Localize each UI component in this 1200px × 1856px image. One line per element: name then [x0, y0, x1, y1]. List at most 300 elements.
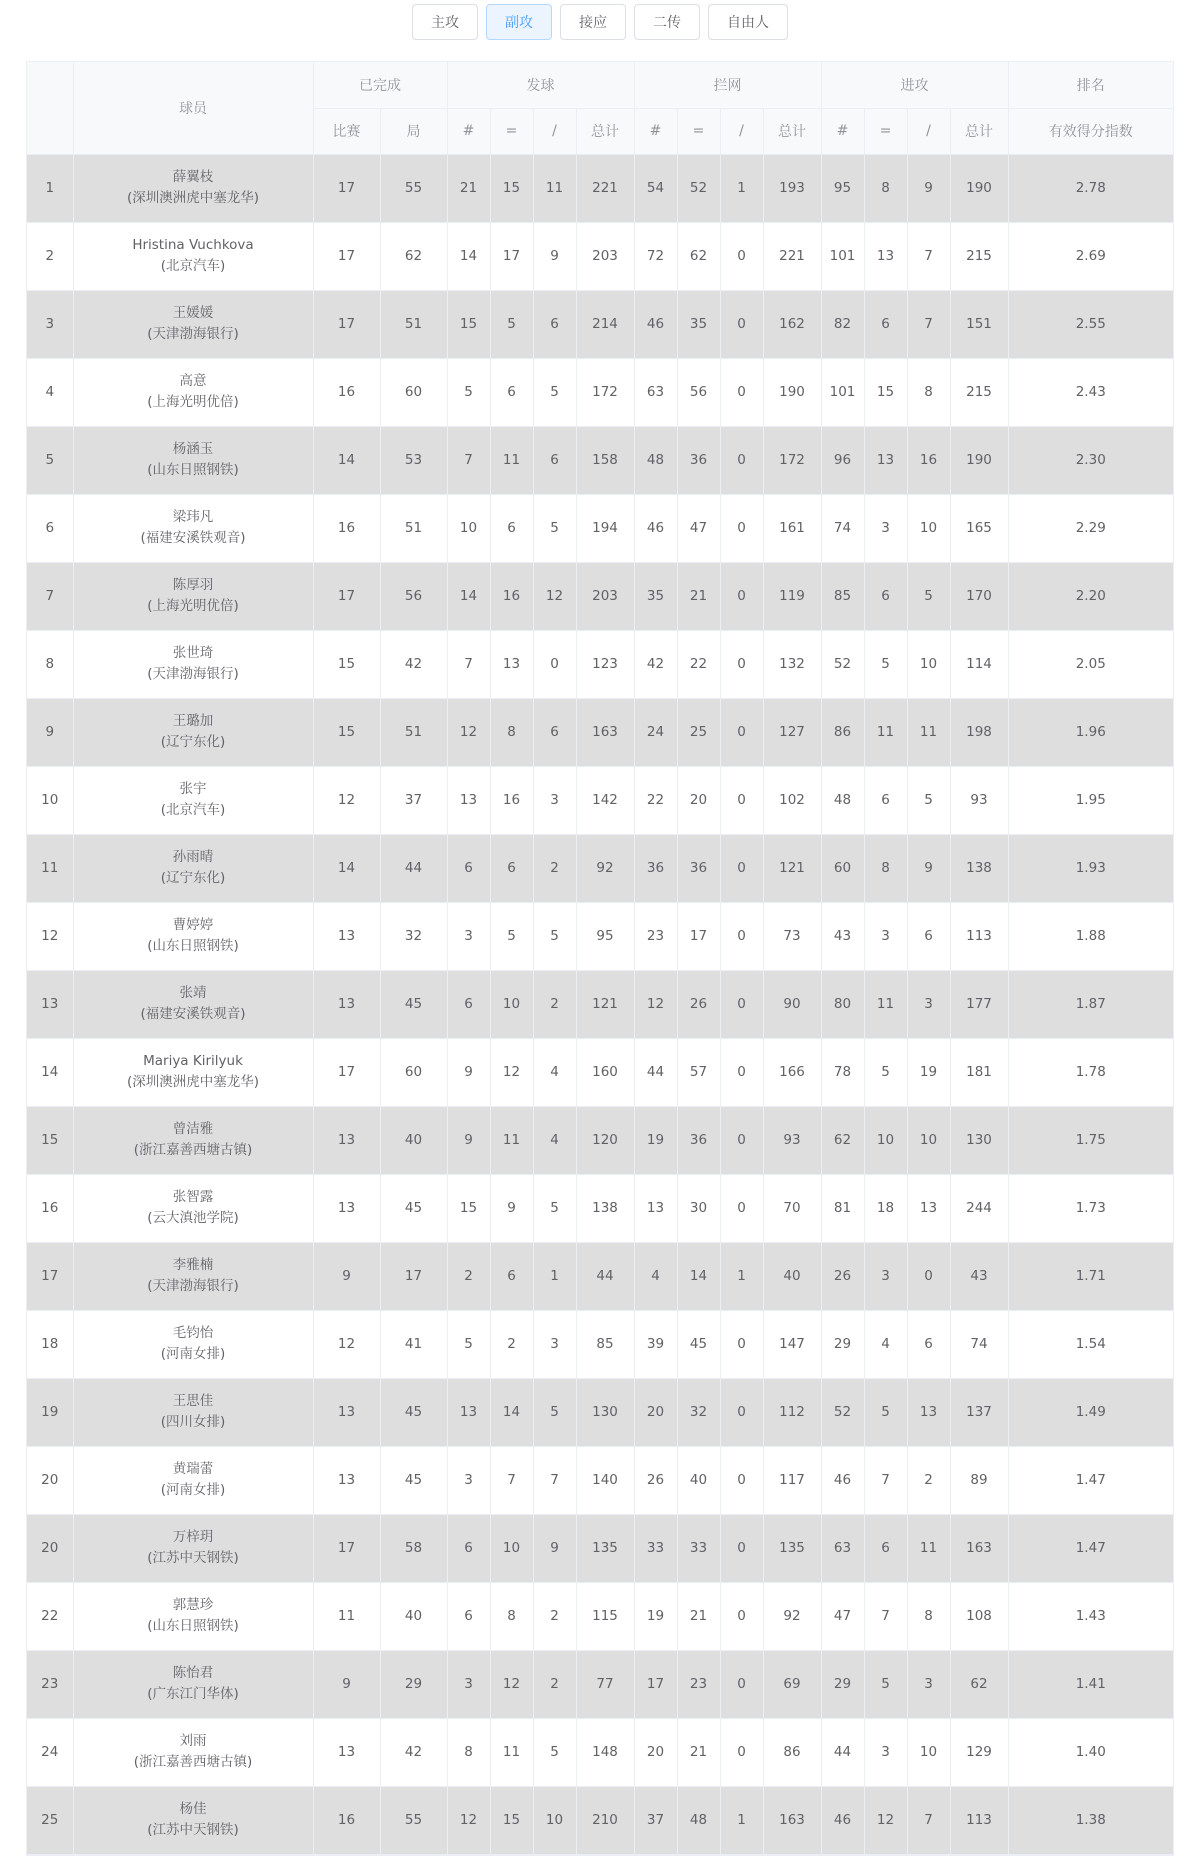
column-header-matches: 比赛: [313, 108, 380, 154]
serve-total-cell: 135: [576, 1514, 634, 1582]
serve-total-cell: 121: [576, 970, 634, 1038]
matches-cell: 15: [313, 698, 380, 766]
serve-error-cell: 5: [533, 494, 576, 562]
serve-neutral-cell: 8: [490, 698, 533, 766]
block-error-cell: 0: [720, 1446, 763, 1514]
serve-perfect-cell: 3: [447, 1650, 490, 1718]
serve-error-cell: 1: [533, 1242, 576, 1310]
efficiency-index-cell: 1.43: [1008, 1582, 1173, 1650]
block-error-cell: 0: [720, 1650, 763, 1718]
player-name: 李雅楠: [172, 1257, 214, 1273]
attack-error-cell: 11: [907, 698, 950, 766]
block-neutral-cell: 33: [677, 1514, 720, 1582]
serve-neutral-cell: 13: [490, 630, 533, 698]
attack-error-cell: 16: [907, 426, 950, 494]
player-name: 陈厚羽: [172, 577, 214, 593]
player-name: 张靖: [179, 985, 207, 1001]
serve-perfect-cell: 14: [447, 562, 490, 630]
sets-cell: 51: [380, 494, 447, 562]
sets-cell: 45: [380, 1174, 447, 1242]
serve-perfect-cell: 9: [447, 1038, 490, 1106]
position-tabs: [0, 4, 1200, 40]
efficiency-index-cell: 1.47: [1008, 1446, 1173, 1514]
player-cell: [73, 1038, 313, 1106]
tab-2[interactable]: 接应: [560, 4, 626, 40]
block-error-cell: 1: [720, 154, 763, 222]
attack-perfect-cell: 44: [821, 1718, 864, 1786]
attack-total-cell: 93: [950, 766, 1008, 834]
sets-cell: 42: [380, 630, 447, 698]
attack-error-cell: 13: [907, 1378, 950, 1446]
serve-neutral-cell: 6: [490, 358, 533, 426]
serve-neutral-cell: 12: [490, 1038, 533, 1106]
player-name: 万梓玥: [172, 1529, 214, 1545]
block-perfect-cell: 12: [634, 970, 677, 1038]
rank-cell: 19: [27, 1378, 73, 1446]
serve-perfect-cell: 5: [447, 1310, 490, 1378]
tab-1[interactable]: 副攻: [486, 4, 552, 40]
block-total-cell: 135: [763, 1514, 821, 1582]
player-team: (河南女排): [160, 1482, 226, 1498]
attack-error-cell: 9: [907, 154, 950, 222]
attack-error-cell: 13: [907, 1174, 950, 1242]
serve-total-cell: 203: [576, 222, 634, 290]
matches-cell: 13: [313, 1106, 380, 1174]
attack-total-cell: 114: [950, 630, 1008, 698]
efficiency-index-cell: 2.05: [1008, 630, 1173, 698]
attack-error-cell: 2: [907, 1446, 950, 1514]
block-error-cell: 0: [720, 1582, 763, 1650]
rank-cell: 2: [27, 222, 73, 290]
sets-cell: 55: [380, 154, 447, 222]
attack-total-cell: 89: [950, 1446, 1008, 1514]
matches-cell: 17: [313, 1038, 380, 1106]
attack-error-cell: 10: [907, 494, 950, 562]
player-team: (山东日照钢铁): [147, 462, 239, 478]
efficiency-index-cell: 1.75: [1008, 1106, 1173, 1174]
block-perfect-cell: 36: [634, 834, 677, 902]
block-perfect-cell: 46: [634, 494, 677, 562]
player-team: (上海光明优倍): [147, 394, 239, 410]
player-team: (天津渤海银行): [147, 666, 239, 682]
block-total-cell: 73: [763, 902, 821, 970]
serve-total-cell: 214: [576, 290, 634, 358]
player-cell: [73, 222, 313, 290]
player-team: (深圳澳洲虎中塞龙华): [126, 190, 260, 206]
player-name: 刘雨: [179, 1733, 207, 1749]
tab-0[interactable]: 主攻: [412, 4, 478, 40]
serve-error-cell: 2: [533, 834, 576, 902]
block-perfect-cell: 19: [634, 1582, 677, 1650]
attack-total-cell: 151: [950, 290, 1008, 358]
block-error-cell: 0: [720, 834, 763, 902]
sets-cell: 60: [380, 358, 447, 426]
attack-total-cell: 163: [950, 1514, 1008, 1582]
player-team: (浙江嘉善西塘古镇): [133, 1754, 253, 1770]
block-error-cell: 1: [720, 1242, 763, 1310]
attack-neutral-cell: 3: [864, 902, 907, 970]
group-header-serve: 发球: [447, 62, 634, 108]
serve-total-cell: 85: [576, 1310, 634, 1378]
block-total-cell: 40: [763, 1242, 821, 1310]
player-cell: [73, 902, 313, 970]
rank-cell: 23: [27, 1650, 73, 1718]
player-name: 梁玮凡: [172, 509, 214, 525]
block-error-cell: 0: [720, 290, 763, 358]
block-perfect-cell: 63: [634, 358, 677, 426]
block-error-cell: 0: [720, 902, 763, 970]
sets-cell: 40: [380, 1106, 447, 1174]
block-error-cell: 0: [720, 1310, 763, 1378]
sets-cell: 58: [380, 1514, 447, 1582]
serve-total-cell: 210: [576, 1786, 634, 1854]
matches-cell: 16: [313, 1786, 380, 1854]
rank-cell: 8: [27, 630, 73, 698]
block-total-cell: 161: [763, 494, 821, 562]
table-row: [27, 1650, 1173, 1718]
attack-error-cell: 0: [907, 1242, 950, 1310]
matches-cell: 12: [313, 766, 380, 834]
player-team: (福建安溪铁观音): [140, 530, 246, 546]
player-name: Mariya Kirilyuk: [143, 1053, 243, 1069]
attack-total-cell: 74: [950, 1310, 1008, 1378]
block-neutral-cell: 62: [677, 222, 720, 290]
column-header-serve-perfect: #: [447, 108, 490, 154]
matches-cell: 13: [313, 970, 380, 1038]
table-row: [27, 970, 1173, 1038]
attack-error-cell: 5: [907, 766, 950, 834]
table-row: [27, 1582, 1173, 1650]
matches-cell: 16: [313, 358, 380, 426]
attack-perfect-cell: 47: [821, 1582, 864, 1650]
block-error-cell: 0: [720, 1514, 763, 1582]
block-perfect-cell: 20: [634, 1378, 677, 1446]
serve-perfect-cell: 15: [447, 1174, 490, 1242]
player-cell: [73, 970, 313, 1038]
attack-perfect-cell: 60: [821, 834, 864, 902]
attack-error-cell: 5: [907, 562, 950, 630]
serve-error-cell: 7: [533, 1446, 576, 1514]
block-error-cell: 0: [720, 1106, 763, 1174]
serve-perfect-cell: 6: [447, 834, 490, 902]
efficiency-index-cell: 1.54: [1008, 1310, 1173, 1378]
matches-cell: 14: [313, 426, 380, 494]
column-header-serve-total: 总计: [576, 108, 634, 154]
serve-neutral-cell: 15: [490, 154, 533, 222]
attack-perfect-cell: 95: [821, 154, 864, 222]
rank-cell: 16: [27, 1174, 73, 1242]
table-row: [27, 426, 1173, 494]
player-name: 郭慧珍: [172, 1597, 214, 1613]
attack-perfect-cell: 82: [821, 290, 864, 358]
serve-perfect-cell: 6: [447, 1582, 490, 1650]
player-team: (山东日照钢铁): [147, 1618, 239, 1634]
player-name: Hristina Vuchkova: [132, 237, 254, 253]
table-row: [27, 1514, 1173, 1582]
player-cell: [73, 562, 313, 630]
attack-total-cell: 113: [950, 1786, 1008, 1854]
attack-perfect-cell: 74: [821, 494, 864, 562]
serve-error-cell: 9: [533, 1514, 576, 1582]
rank-cell: 1: [27, 154, 73, 222]
serve-error-cell: 3: [533, 766, 576, 834]
block-total-cell: 190: [763, 358, 821, 426]
serve-total-cell: 148: [576, 1718, 634, 1786]
serve-perfect-cell: 12: [447, 698, 490, 766]
serve-neutral-cell: 16: [490, 562, 533, 630]
player-name: 毛钧怡: [172, 1325, 214, 1341]
player-cell: [73, 290, 313, 358]
block-error-cell: 0: [720, 630, 763, 698]
block-neutral-cell: 17: [677, 902, 720, 970]
attack-total-cell: 170: [950, 562, 1008, 630]
block-error-cell: 0: [720, 426, 763, 494]
block-total-cell: 147: [763, 1310, 821, 1378]
serve-perfect-cell: 5: [447, 358, 490, 426]
attack-total-cell: 181: [950, 1038, 1008, 1106]
table-row: [27, 1446, 1173, 1514]
player-cell: [73, 1650, 313, 1718]
efficiency-index-cell: 1.87: [1008, 970, 1173, 1038]
player-cell: [73, 698, 313, 766]
sets-cell: 37: [380, 766, 447, 834]
rank-cell: 9: [27, 698, 73, 766]
tab-4[interactable]: 自由人: [708, 4, 788, 40]
player-cell: [73, 1174, 313, 1242]
block-neutral-cell: 40: [677, 1446, 720, 1514]
column-header-attack-error: /: [907, 108, 950, 154]
rank-cell: 5: [27, 426, 73, 494]
rank-column-header: [27, 62, 73, 154]
serve-perfect-cell: 2: [447, 1242, 490, 1310]
attack-neutral-cell: 5: [864, 1378, 907, 1446]
efficiency-index-cell: 1.49: [1008, 1378, 1173, 1446]
player-team: (云大滇池学院): [147, 1210, 239, 1226]
block-total-cell: 166: [763, 1038, 821, 1106]
player-name: 张宇: [179, 781, 207, 797]
block-total-cell: 132: [763, 630, 821, 698]
table-body: [27, 154, 1173, 1854]
efficiency-index-cell: 2.78: [1008, 154, 1173, 222]
block-neutral-cell: 35: [677, 290, 720, 358]
efficiency-index-cell: 1.41: [1008, 1650, 1173, 1718]
attack-neutral-cell: 8: [864, 154, 907, 222]
player-cell: [73, 358, 313, 426]
serve-total-cell: 221: [576, 154, 634, 222]
block-perfect-cell: 4: [634, 1242, 677, 1310]
attack-perfect-cell: 48: [821, 766, 864, 834]
rank-cell: 20: [27, 1446, 73, 1514]
efficiency-index-cell: 1.71: [1008, 1242, 1173, 1310]
table-row: [27, 154, 1173, 222]
matches-cell: 13: [313, 902, 380, 970]
player-name: 陈怡君: [172, 1665, 214, 1681]
serve-total-cell: 172: [576, 358, 634, 426]
block-neutral-cell: 32: [677, 1378, 720, 1446]
serve-neutral-cell: 17: [490, 222, 533, 290]
rank-cell: 24: [27, 1718, 73, 1786]
matches-cell: 13: [313, 1718, 380, 1786]
serve-neutral-cell: 11: [490, 426, 533, 494]
serve-total-cell: 92: [576, 834, 634, 902]
attack-total-cell: 129: [950, 1718, 1008, 1786]
block-total-cell: 172: [763, 426, 821, 494]
table-row: [27, 1718, 1173, 1786]
attack-perfect-cell: 43: [821, 902, 864, 970]
attack-neutral-cell: 5: [864, 1038, 907, 1106]
block-perfect-cell: 39: [634, 1310, 677, 1378]
player-cell: [73, 1446, 313, 1514]
rank-cell: 12: [27, 902, 73, 970]
player-cell: [73, 426, 313, 494]
attack-error-cell: 7: [907, 222, 950, 290]
block-perfect-cell: 72: [634, 222, 677, 290]
rank-cell: 6: [27, 494, 73, 562]
block-neutral-cell: 25: [677, 698, 720, 766]
matches-cell: 17: [313, 1514, 380, 1582]
attack-total-cell: 130: [950, 1106, 1008, 1174]
player-team: (江苏中天钢铁): [147, 1550, 239, 1566]
serve-total-cell: 194: [576, 494, 634, 562]
column-header-sets: 局: [380, 108, 447, 154]
attack-error-cell: 6: [907, 902, 950, 970]
matches-cell: 13: [313, 1174, 380, 1242]
serve-error-cell: 0: [533, 630, 576, 698]
player-team: (上海光明优倍): [147, 598, 239, 614]
table-row: [27, 1242, 1173, 1310]
serve-error-cell: 5: [533, 1378, 576, 1446]
serve-perfect-cell: 12: [447, 1786, 490, 1854]
matches-cell: 13: [313, 1446, 380, 1514]
player-name: 张智露: [172, 1189, 214, 1205]
serve-neutral-cell: 10: [490, 970, 533, 1038]
tab-3[interactable]: 二传: [634, 4, 700, 40]
player-cell: [73, 630, 313, 698]
block-perfect-cell: 23: [634, 902, 677, 970]
player-cell: [73, 766, 313, 834]
serve-total-cell: 158: [576, 426, 634, 494]
player-team: (天津渤海银行): [147, 326, 239, 342]
block-error-cell: 1: [720, 1786, 763, 1854]
attack-neutral-cell: 6: [864, 766, 907, 834]
serve-perfect-cell: 13: [447, 766, 490, 834]
table-row: [27, 494, 1173, 562]
block-total-cell: 93: [763, 1106, 821, 1174]
player-name: 杨涵玉: [172, 441, 214, 457]
serve-error-cell: 2: [533, 1650, 576, 1718]
attack-neutral-cell: 4: [864, 1310, 907, 1378]
column-header-attack-total: 总计: [950, 108, 1008, 154]
column-header-serve-error: /: [533, 108, 576, 154]
attack-neutral-cell: 7: [864, 1582, 907, 1650]
attack-neutral-cell: 6: [864, 562, 907, 630]
attack-perfect-cell: 29: [821, 1650, 864, 1718]
serve-neutral-cell: 9: [490, 1174, 533, 1242]
serve-perfect-cell: 3: [447, 902, 490, 970]
rank-cell: 4: [27, 358, 73, 426]
block-neutral-cell: 30: [677, 1174, 720, 1242]
serve-total-cell: 44: [576, 1242, 634, 1310]
player-team: (深圳澳洲虎中塞龙华): [126, 1074, 260, 1090]
table-row: [27, 358, 1173, 426]
table-row: [27, 1106, 1173, 1174]
efficiency-index-cell: 1.78: [1008, 1038, 1173, 1106]
block-error-cell: 0: [720, 1378, 763, 1446]
rank-cell: 17: [27, 1242, 73, 1310]
table-row: [27, 222, 1173, 290]
attack-perfect-cell: 78: [821, 1038, 864, 1106]
player-cell: [73, 834, 313, 902]
block-neutral-cell: 52: [677, 154, 720, 222]
player-team: (山东日照钢铁): [147, 938, 239, 954]
table-header: [27, 62, 1173, 154]
matches-cell: 15: [313, 630, 380, 698]
block-total-cell: 163: [763, 1786, 821, 1854]
rank-cell: 15: [27, 1106, 73, 1174]
attack-total-cell: 165: [950, 494, 1008, 562]
serve-error-cell: 10: [533, 1786, 576, 1854]
table-row: [27, 1310, 1173, 1378]
attack-total-cell: 244: [950, 1174, 1008, 1242]
block-perfect-cell: 24: [634, 698, 677, 766]
player-cell: [73, 494, 313, 562]
table-row: [27, 1174, 1173, 1242]
serve-neutral-cell: 16: [490, 766, 533, 834]
serve-total-cell: 123: [576, 630, 634, 698]
sets-cell: 17: [380, 1242, 447, 1310]
serve-perfect-cell: 10: [447, 494, 490, 562]
player-cell: [73, 1242, 313, 1310]
matches-cell: 12: [313, 1310, 380, 1378]
table-row: [27, 1038, 1173, 1106]
group-header-ranking: 排名: [1008, 62, 1173, 108]
sets-cell: 55: [380, 1786, 447, 1854]
attack-neutral-cell: 7: [864, 1446, 907, 1514]
matches-cell: 17: [313, 562, 380, 630]
sets-cell: 29: [380, 1650, 447, 1718]
matches-cell: 17: [313, 222, 380, 290]
serve-neutral-cell: 8: [490, 1582, 533, 1650]
table-row: [27, 902, 1173, 970]
player-cell: [73, 1378, 313, 1446]
block-error-cell: 0: [720, 970, 763, 1038]
attack-perfect-cell: 85: [821, 562, 864, 630]
block-error-cell: 0: [720, 698, 763, 766]
column-header-block-total: 总计: [763, 108, 821, 154]
column-header-efficiency-index: 有效得分指数: [1008, 108, 1173, 154]
efficiency-index-cell: 2.55: [1008, 290, 1173, 358]
serve-error-cell: 5: [533, 358, 576, 426]
serve-error-cell: 3: [533, 1310, 576, 1378]
serve-perfect-cell: 3: [447, 1446, 490, 1514]
block-perfect-cell: 37: [634, 1786, 677, 1854]
serve-perfect-cell: 7: [447, 426, 490, 494]
attack-perfect-cell: 52: [821, 1378, 864, 1446]
attack-neutral-cell: 13: [864, 222, 907, 290]
player-name: 曹婷婷: [172, 917, 214, 933]
matches-cell: 17: [313, 154, 380, 222]
player-cell: [73, 1106, 313, 1174]
sets-cell: 53: [380, 426, 447, 494]
player-team: (北京汽车): [160, 802, 226, 818]
block-total-cell: 119: [763, 562, 821, 630]
matches-cell: 16: [313, 494, 380, 562]
block-perfect-cell: 33: [634, 1514, 677, 1582]
block-error-cell: 0: [720, 1174, 763, 1242]
player-name: 孙雨晴: [172, 849, 214, 865]
serve-error-cell: 4: [533, 1106, 576, 1174]
attack-perfect-cell: 96: [821, 426, 864, 494]
